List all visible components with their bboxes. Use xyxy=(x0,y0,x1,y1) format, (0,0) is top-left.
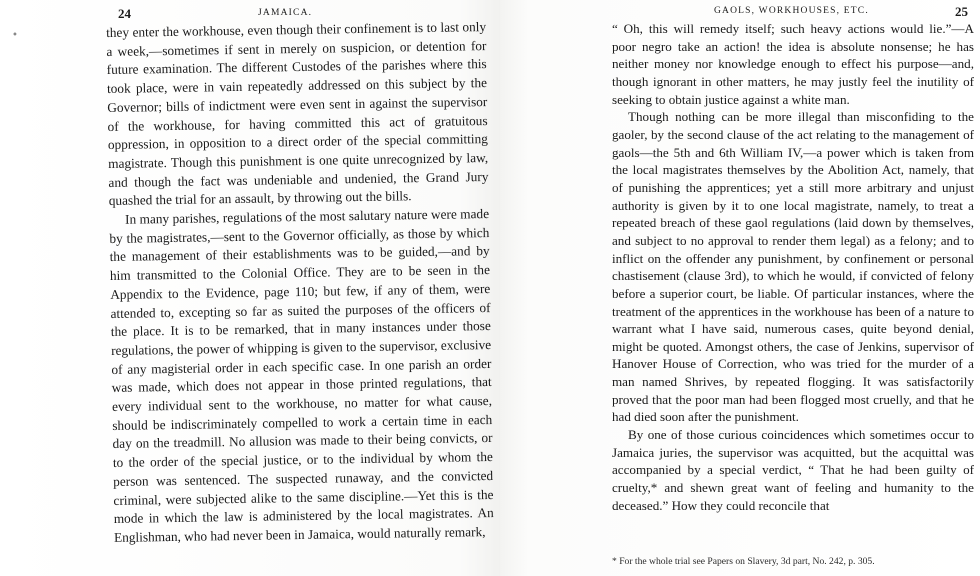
right-paragraph: “ Oh, this will remedy itself; such heavy actions would lie.”—A poor negro take an action! the idea is absolute nonsense; he has neither money nor knowledge enough to effect his purpose—and, though ignorant in other matters, he may justly feel the inutility of seeking to obtain justice against a white man. xyxy=(612,21,974,107)
right-paragraph: Though nothing can be more illegal than misconfiding to the gaoler, by the second clause of the act relating to the management of gaols—the 5th and 6th William IV,—a power which is taken from the local magistrates themselves by the Abolition Act, namely, that of punishing the apprentices; yet a still more arbitrary and unjust authority is given by it to one local magistrate, namely, to treat a repeated breach of these gaol regulations (laid down by themselves, and subject to no approval to render them legal) as a felony; and to inflict on the offender any punishment, by confinement or personal chastisement (clause 3rd), to which he would, if convicted of felony before a superior court, be liable. Of particular instances, where the treatment of the apprentices in the workhouse has been of a nature to warrant what I have said, numerous cases, quite beyond denial, might be quoted. Amongst others, the case of Jenkins, supervisor of Hanover House of Correction, who was tried for the murder of a man named Shrives, by repeated flogging. It was satisfactorily proved that the poor man had been flogged most cruelly, and that he had died soon after the punishment. xyxy=(612,109,974,425)
right-paragraph: By one of those curious coincidences which sometimes occur to Jamaica juries, the supervisor was acquitted, but the acquittal was accompanied by a special verdict, “ That he had been guilty of cruelty,* and shewn great want of feeling and humanity to the deceased.” How they could reconcile that xyxy=(612,427,974,513)
left-paragraph: In many parishes, regulations of the most salutary nature were made by the magistrates,—sent to the Governor officially, as those by which the management of their establishments was to be guided,—and by him transmitted to the Colonial Office. They are to be seen in the Appendix to the Evidence, page 110; but few, if any of them, were attended to, excepting so far as suited the purposes of the officers of the place. It is to be remarked, that in many instances under those regulations, the power of whipping is given to the supervisor, exclusive of any magisterial order in each specific case. In one parish an order was made, which does not appear in those printed regulations, that every individual sent to the workhouse, no matter for what cause, should be indiscriminately compelled to work a certain time in each day on the treadmill. No allusion was made to their being convicts, or to the order of the special justice, or to the individual by whom the person was sentenced. The suspected runaway, and the convicted criminal, were subjected alike to the same discipline.—Yet this is the mode in which the law is administered by the local magistrates. An Englishman, who had never been in Jamaica, would naturally remark, xyxy=(109,206,494,545)
right-body-text xyxy=(612,20,974,514)
right-running-title: GAOLS, WORKHOUSES, ETC. xyxy=(714,6,869,16)
left-body-text xyxy=(106,18,494,548)
left-page-number: 24 xyxy=(118,6,131,21)
right-page-number: 25 xyxy=(955,4,968,19)
left-paragraph: they enter the workhouse, even though their confinement is to last only a week,—sometimes if sent in merely on suspicion, or detention for future examination. The different Custodes of the parishes where this took place, were in vain repeatedly addressed on this subject by the Governor; bills of indictment were even sent in against the supervisor of the workhouse, for having committed this act of gratuitous oppression, in opposition to a direct order of the special committing magistrate. Though this punishment is one quite unrecognized by law, and though the fact was undeniable and undenied, the Grand Jury quashed the trial for an assault, by throwing out the bills. xyxy=(106,19,489,209)
margin-mark: • xyxy=(12,30,18,41)
left-running-title: JAMAICA. xyxy=(258,8,313,18)
left-running-head xyxy=(0,4,500,20)
right-page xyxy=(500,0,980,576)
footnote: * For the whole trial see Papers on Slavery, 3d part, No. 242, p. 305. xyxy=(612,556,875,567)
right-running-head xyxy=(500,4,980,20)
